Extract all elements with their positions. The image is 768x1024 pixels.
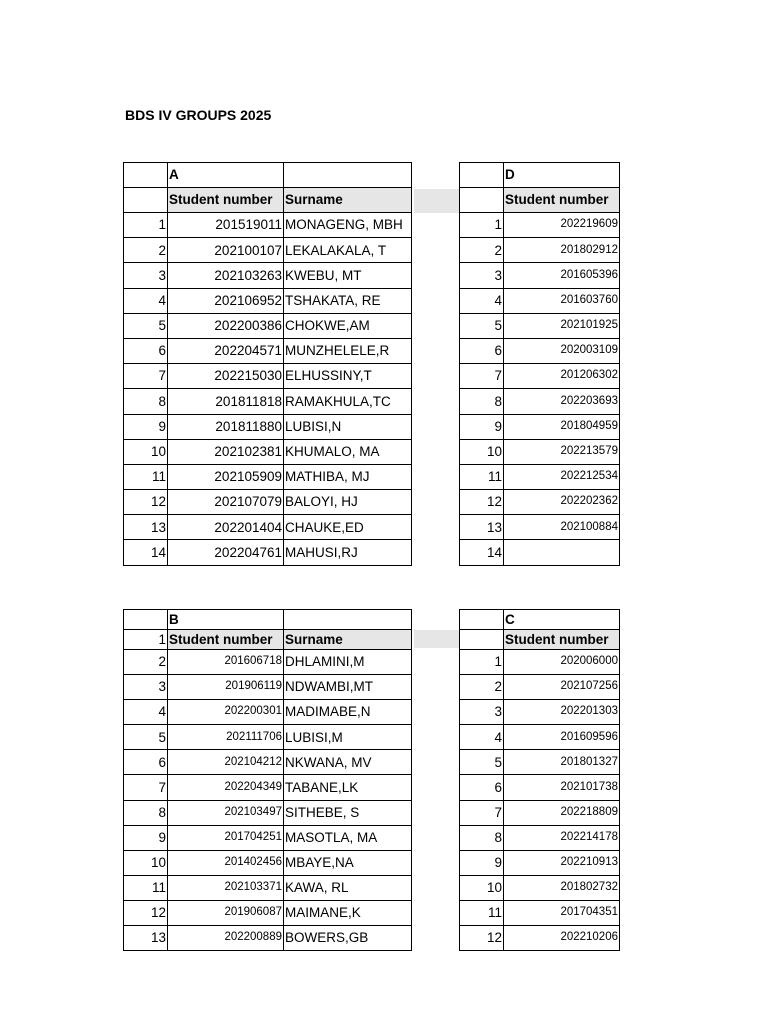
table-row bbox=[124, 515, 412, 540]
table-row bbox=[124, 464, 412, 489]
student-number-cell: 202102381 bbox=[168, 439, 284, 464]
student-number-cell: 201802732 bbox=[504, 875, 620, 900]
surname-cell: CHAUKE,ED bbox=[284, 515, 412, 540]
table-row bbox=[124, 389, 412, 414]
row-index: 3 bbox=[124, 675, 168, 700]
student-number-cell: 201609596 bbox=[504, 725, 620, 750]
row-index: 6 bbox=[460, 775, 504, 800]
table-row bbox=[460, 650, 620, 675]
student-number-cell: 202212534 bbox=[504, 464, 620, 489]
row-index: 7 bbox=[460, 800, 504, 825]
row-index: 1 bbox=[124, 630, 168, 650]
table-row bbox=[124, 238, 412, 263]
row-index: 5 bbox=[124, 725, 168, 750]
student-number-cell: 202103263 bbox=[168, 263, 284, 288]
surname-header: Surname bbox=[284, 630, 412, 650]
surname-cell: BALOYI, HJ bbox=[284, 490, 412, 515]
group-d-table bbox=[459, 162, 620, 566]
student-number-header: Student number bbox=[504, 188, 620, 213]
student-number-cell: 202218809 bbox=[504, 800, 620, 825]
student-number-cell: 202100107 bbox=[168, 238, 284, 263]
table-row bbox=[460, 288, 620, 313]
group-label: A bbox=[168, 163, 284, 188]
surname-cell: CHOKWE,AM bbox=[284, 313, 412, 338]
table-row bbox=[124, 750, 412, 775]
student-number-cell: 201804959 bbox=[504, 414, 620, 439]
table-row bbox=[124, 800, 412, 825]
student-number-cell: 201906119 bbox=[168, 675, 284, 700]
row-index: 11 bbox=[460, 464, 504, 489]
table-row bbox=[124, 900, 412, 925]
row-index: 4 bbox=[460, 288, 504, 313]
student-number-cell: 202203693 bbox=[504, 389, 620, 414]
table-row bbox=[460, 850, 620, 875]
row-index: 13 bbox=[124, 515, 168, 540]
table-row bbox=[124, 288, 412, 313]
student-number-cell: 201519011 bbox=[168, 213, 284, 238]
surname-cell: KAWA, RL bbox=[284, 875, 412, 900]
row-index: 9 bbox=[124, 414, 168, 439]
row-index: 11 bbox=[124, 464, 168, 489]
student-number-cell: 201704351 bbox=[504, 900, 620, 925]
table-row bbox=[460, 875, 620, 900]
row-index: 14 bbox=[460, 540, 504, 565]
student-number-cell: 202106952 bbox=[168, 288, 284, 313]
surname-cell: LEKALAKALA, T bbox=[284, 238, 412, 263]
table-row bbox=[124, 540, 412, 565]
header-highlight-band-bottom bbox=[414, 630, 460, 648]
student-number-cell: 202107256 bbox=[504, 675, 620, 700]
student-number-cell: 202214178 bbox=[504, 825, 620, 850]
table-row bbox=[460, 389, 620, 414]
table-row bbox=[460, 364, 620, 389]
table-row bbox=[460, 800, 620, 825]
row-index: 10 bbox=[460, 875, 504, 900]
empty-cell bbox=[460, 188, 504, 213]
surname-cell: MAHUSI,RJ bbox=[284, 540, 412, 565]
student-number-cell: 202204761 bbox=[168, 540, 284, 565]
row-index: 11 bbox=[124, 875, 168, 900]
student-number-cell: 202105909 bbox=[168, 464, 284, 489]
row-index: 9 bbox=[460, 414, 504, 439]
student-number-cell: 202006000 bbox=[504, 650, 620, 675]
table-row bbox=[460, 464, 620, 489]
surname-cell: NKWANA, MV bbox=[284, 750, 412, 775]
surname-cell: MATHIBA, MJ bbox=[284, 464, 412, 489]
row-index: 7 bbox=[124, 775, 168, 800]
empty-cell bbox=[124, 163, 168, 188]
table-row bbox=[460, 213, 620, 238]
row-index: 1 bbox=[124, 213, 168, 238]
student-number-cell: 202201404 bbox=[168, 515, 284, 540]
table-row bbox=[124, 875, 412, 900]
student-number-cell: 202219609 bbox=[504, 213, 620, 238]
row-index: 4 bbox=[460, 725, 504, 750]
row-index: 4 bbox=[124, 700, 168, 725]
student-number-cell: 201704251 bbox=[168, 825, 284, 850]
student-number-cell: 202210206 bbox=[504, 926, 620, 951]
row-index: 6 bbox=[460, 338, 504, 363]
surname-cell: MAIMANE,K bbox=[284, 900, 412, 925]
table-row bbox=[124, 725, 412, 750]
student-number-cell: 201811818 bbox=[168, 389, 284, 414]
table-row bbox=[460, 313, 620, 338]
row-index: 8 bbox=[460, 825, 504, 850]
surname-cell: MADIMABE,N bbox=[284, 700, 412, 725]
student-number-cell: 202201303 bbox=[504, 700, 620, 725]
table-row bbox=[124, 439, 412, 464]
table-row bbox=[460, 750, 620, 775]
table-row bbox=[460, 775, 620, 800]
student-number-cell: 202101925 bbox=[504, 313, 620, 338]
surname-cell: KHUMALO, MA bbox=[284, 439, 412, 464]
row-index: 10 bbox=[460, 439, 504, 464]
group-label: B bbox=[168, 610, 284, 630]
empty-cell bbox=[284, 610, 412, 630]
student-number-cell: 201402456 bbox=[168, 850, 284, 875]
group-c-table bbox=[459, 609, 620, 951]
empty-cell bbox=[460, 610, 504, 630]
row-index: 2 bbox=[124, 650, 168, 675]
empty-cell bbox=[124, 610, 168, 630]
row-index: 7 bbox=[124, 364, 168, 389]
row-index: 5 bbox=[460, 750, 504, 775]
table-row bbox=[460, 238, 620, 263]
row-index: 4 bbox=[124, 288, 168, 313]
table-row bbox=[124, 490, 412, 515]
surname-cell: MUNZHELELE,R bbox=[284, 338, 412, 363]
surname-cell: BOWERS,GB bbox=[284, 926, 412, 951]
student-number-cell: 201906087 bbox=[168, 900, 284, 925]
student-number-cell: 202213579 bbox=[504, 439, 620, 464]
empty-cell bbox=[124, 188, 168, 213]
surname-cell: ELHUSSINY,T bbox=[284, 364, 412, 389]
surname-cell: LUBISI,M bbox=[284, 725, 412, 750]
row-index: 11 bbox=[460, 900, 504, 925]
table-row bbox=[460, 515, 620, 540]
row-index: 5 bbox=[460, 313, 504, 338]
surname-cell: MBAYE,NA bbox=[284, 850, 412, 875]
student-number-cell: 202200301 bbox=[168, 700, 284, 725]
student-number-cell: 202103371 bbox=[168, 875, 284, 900]
student-number-cell: 202200889 bbox=[168, 926, 284, 951]
student-number-header: Student number bbox=[504, 630, 620, 650]
student-number-cell: 202204349 bbox=[168, 775, 284, 800]
student-number-cell: 202103497 bbox=[168, 800, 284, 825]
student-number-cell: 202107079 bbox=[168, 490, 284, 515]
student-number-cell: 201801327 bbox=[504, 750, 620, 775]
empty-cell bbox=[284, 163, 412, 188]
row-index: 7 bbox=[460, 364, 504, 389]
surname-cell: MONAGENG, MBH bbox=[284, 213, 412, 238]
student-number-cell: 202215030 bbox=[168, 364, 284, 389]
row-index: 8 bbox=[124, 800, 168, 825]
table-row bbox=[460, 700, 620, 725]
row-index: 2 bbox=[460, 238, 504, 263]
student-number-cell: 201603760 bbox=[504, 288, 620, 313]
student-number-cell: 202202362 bbox=[504, 490, 620, 515]
table-row bbox=[124, 825, 412, 850]
student-number-cell: 201606718 bbox=[168, 650, 284, 675]
page-title: BDS IV GROUPS 2025 bbox=[125, 107, 272, 123]
surname-cell: DHLAMINI,M bbox=[284, 650, 412, 675]
row-index: 1 bbox=[460, 213, 504, 238]
row-index: 12 bbox=[460, 490, 504, 515]
row-index: 9 bbox=[460, 850, 504, 875]
row-index: 12 bbox=[124, 900, 168, 925]
student-number-header: Student number bbox=[168, 188, 284, 213]
row-index: 12 bbox=[460, 926, 504, 951]
table-row bbox=[460, 926, 620, 951]
group-label: C bbox=[504, 610, 620, 630]
table-row bbox=[124, 313, 412, 338]
surname-cell: NDWAMBI,MT bbox=[284, 675, 412, 700]
table-row bbox=[460, 414, 620, 439]
row-index: 13 bbox=[460, 515, 504, 540]
surname-cell: MASOTLA, MA bbox=[284, 825, 412, 850]
group-a-table bbox=[123, 162, 412, 566]
header-highlight-band-top bbox=[414, 189, 460, 213]
student-number-cell: 201605396 bbox=[504, 263, 620, 288]
student-number-cell: 202100884 bbox=[504, 515, 620, 540]
row-index: 3 bbox=[460, 700, 504, 725]
table-row bbox=[460, 540, 620, 565]
table-row bbox=[124, 263, 412, 288]
table-row bbox=[124, 850, 412, 875]
surname-cell: LUBISI,N bbox=[284, 414, 412, 439]
table-row bbox=[460, 825, 620, 850]
table-row bbox=[124, 650, 412, 675]
table-row bbox=[460, 263, 620, 288]
student-number-cell: 201811880 bbox=[168, 414, 284, 439]
row-index: 2 bbox=[124, 238, 168, 263]
surname-cell: RAMAKHULA,TC bbox=[284, 389, 412, 414]
group-label: D bbox=[504, 163, 620, 188]
row-index: 2 bbox=[460, 675, 504, 700]
table-row bbox=[460, 675, 620, 700]
empty-cell bbox=[460, 163, 504, 188]
student-number-cell: 202104212 bbox=[168, 750, 284, 775]
student-number-cell: 202210913 bbox=[504, 850, 620, 875]
student-number-cell: 202204571 bbox=[168, 338, 284, 363]
table-row bbox=[460, 725, 620, 750]
table-row bbox=[460, 439, 620, 464]
table-row bbox=[124, 675, 412, 700]
table-row bbox=[124, 213, 412, 238]
table-row bbox=[124, 414, 412, 439]
row-index: 3 bbox=[460, 263, 504, 288]
row-index: 3 bbox=[124, 263, 168, 288]
student-number-cell: 202101738 bbox=[504, 775, 620, 800]
table-row bbox=[124, 364, 412, 389]
table-row bbox=[124, 926, 412, 951]
surname-cell: KWEBU, MT bbox=[284, 263, 412, 288]
table-row bbox=[460, 900, 620, 925]
student-number-cell: 201206302 bbox=[504, 364, 620, 389]
row-index: 6 bbox=[124, 338, 168, 363]
table-row bbox=[460, 338, 620, 363]
row-index: 14 bbox=[124, 540, 168, 565]
row-index: 12 bbox=[124, 490, 168, 515]
group-b-table bbox=[123, 609, 412, 951]
student-number-cell: 202200386 bbox=[168, 313, 284, 338]
student-number-cell: 202111706 bbox=[168, 725, 284, 750]
table-row bbox=[124, 775, 412, 800]
table-row bbox=[124, 338, 412, 363]
row-index: 5 bbox=[124, 313, 168, 338]
row-index: 8 bbox=[124, 389, 168, 414]
row-index: 13 bbox=[124, 926, 168, 951]
row-index: 6 bbox=[124, 750, 168, 775]
student-number-cell: 201802912 bbox=[504, 238, 620, 263]
row-index: 8 bbox=[460, 389, 504, 414]
table-row bbox=[124, 700, 412, 725]
empty-cell bbox=[460, 630, 504, 650]
surname-cell: TSHAKATA, RE bbox=[284, 288, 412, 313]
row-index: 10 bbox=[124, 439, 168, 464]
surname-cell: TABANE,LK bbox=[284, 775, 412, 800]
row-index: 1 bbox=[460, 650, 504, 675]
student-number-cell bbox=[504, 540, 620, 565]
surname-cell: SITHEBE, S bbox=[284, 800, 412, 825]
row-index: 10 bbox=[124, 850, 168, 875]
student-number-header: Student number bbox=[168, 630, 284, 650]
row-index: 9 bbox=[124, 825, 168, 850]
surname-header: Surname bbox=[284, 188, 412, 213]
student-number-cell: 202003109 bbox=[504, 338, 620, 363]
table-row bbox=[460, 490, 620, 515]
